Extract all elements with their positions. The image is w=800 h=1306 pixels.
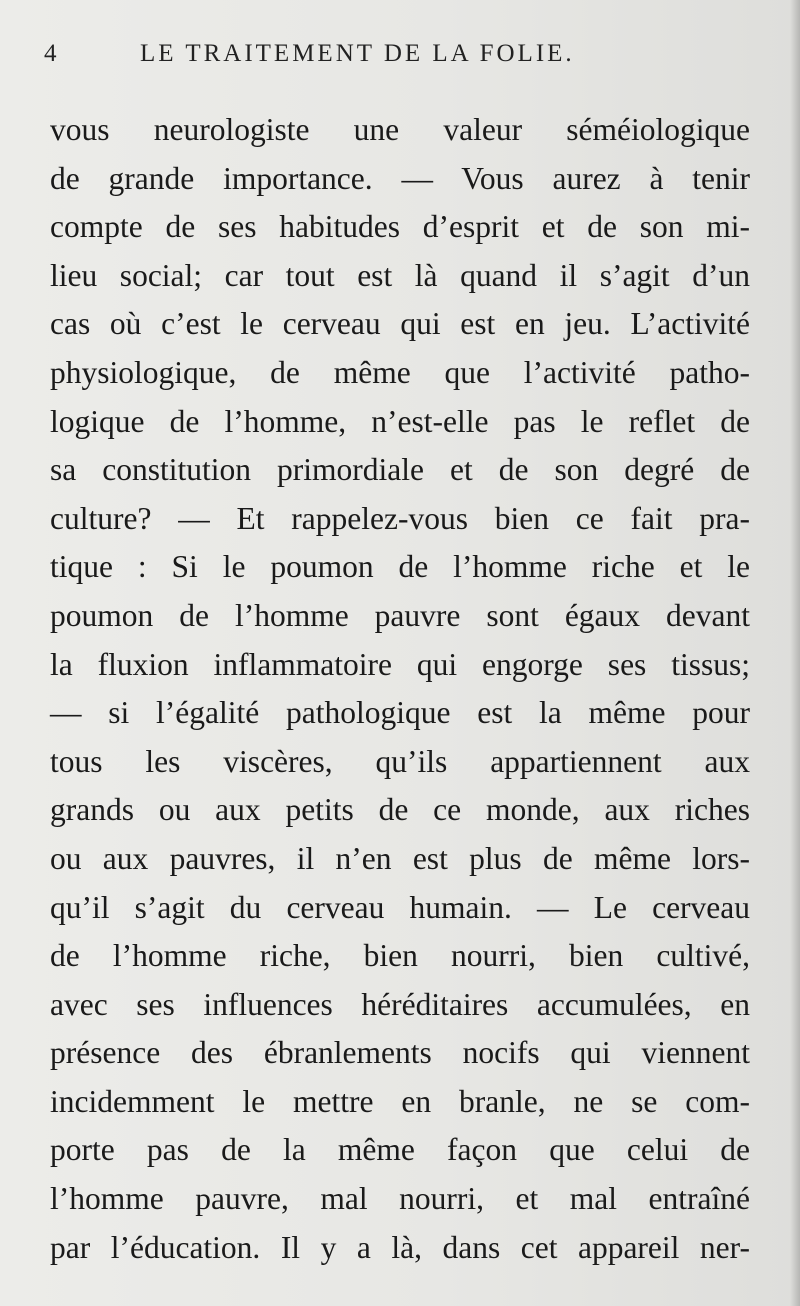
text-line: tique : Si le poumon de l’homme riche et le bbox=[50, 549, 750, 585]
text-line: la fluxion inflammatoire qui engorge ses tissus; bbox=[50, 646, 750, 682]
text-line: qu’il s’agit du cerveau humain. — Le cerveau bbox=[50, 889, 750, 925]
running-header bbox=[44, 40, 744, 80]
text-line: présence des ébranlements nocifs qui viennent bbox=[50, 1035, 750, 1071]
text-line: compte de ses habitudes d’esprit et de son mi- bbox=[50, 209, 750, 245]
text-line: de grande importance. — Vous aurez à tenir bbox=[50, 160, 750, 196]
text-line: vous neurologiste une valeur séméiologique bbox=[50, 112, 750, 147]
text-line: incidemment le mettre en branle, ne se com- bbox=[50, 1083, 750, 1119]
body-text bbox=[50, 106, 750, 1272]
text-line: — si l’égalité pathologique est la même pour bbox=[50, 695, 750, 731]
text-line: avec ses influences héréditaires accumulées, en bbox=[50, 986, 750, 1022]
text-line: physiologique, de même que l’activité patho- bbox=[50, 354, 750, 390]
text-line: tous les viscères, qu’ils appartiennent aux bbox=[50, 743, 750, 779]
text-line: culture? — Et rappelez-vous bien ce fait pra- bbox=[50, 500, 750, 536]
text-line: grands ou aux petits de ce monde, aux riches bbox=[50, 792, 750, 828]
page-number: 4 bbox=[44, 40, 60, 67]
text-line: cas où c’est le cerveau qui est en jeu. L’activité bbox=[50, 306, 750, 342]
text-line: par l’éducation. Il y a là, dans cet appareil ner- bbox=[50, 1229, 750, 1265]
text-line: l’homme pauvre, mal nourri, et mal entraîné bbox=[50, 1181, 750, 1217]
text-line: ou aux pauvres, il n’en est plus de même lors- bbox=[50, 840, 750, 876]
running-title: LE TRAITEMENT DE LA FOLIE. bbox=[140, 40, 575, 67]
text-line: sa constitution primordiale et de son degré de bbox=[50, 452, 750, 488]
text-line: lieu social; car tout est là quand il s’agit d’un bbox=[50, 257, 750, 293]
text-line: porte pas de la même façon que celui de bbox=[50, 1132, 750, 1168]
text-line: logique de l’homme, n’est-elle pas le reflet de bbox=[50, 403, 750, 439]
text-line: de l’homme riche, bien nourri, bien cultivé, bbox=[50, 938, 750, 974]
text-line: poumon de l’homme pauvre sont égaux devant bbox=[50, 597, 750, 633]
